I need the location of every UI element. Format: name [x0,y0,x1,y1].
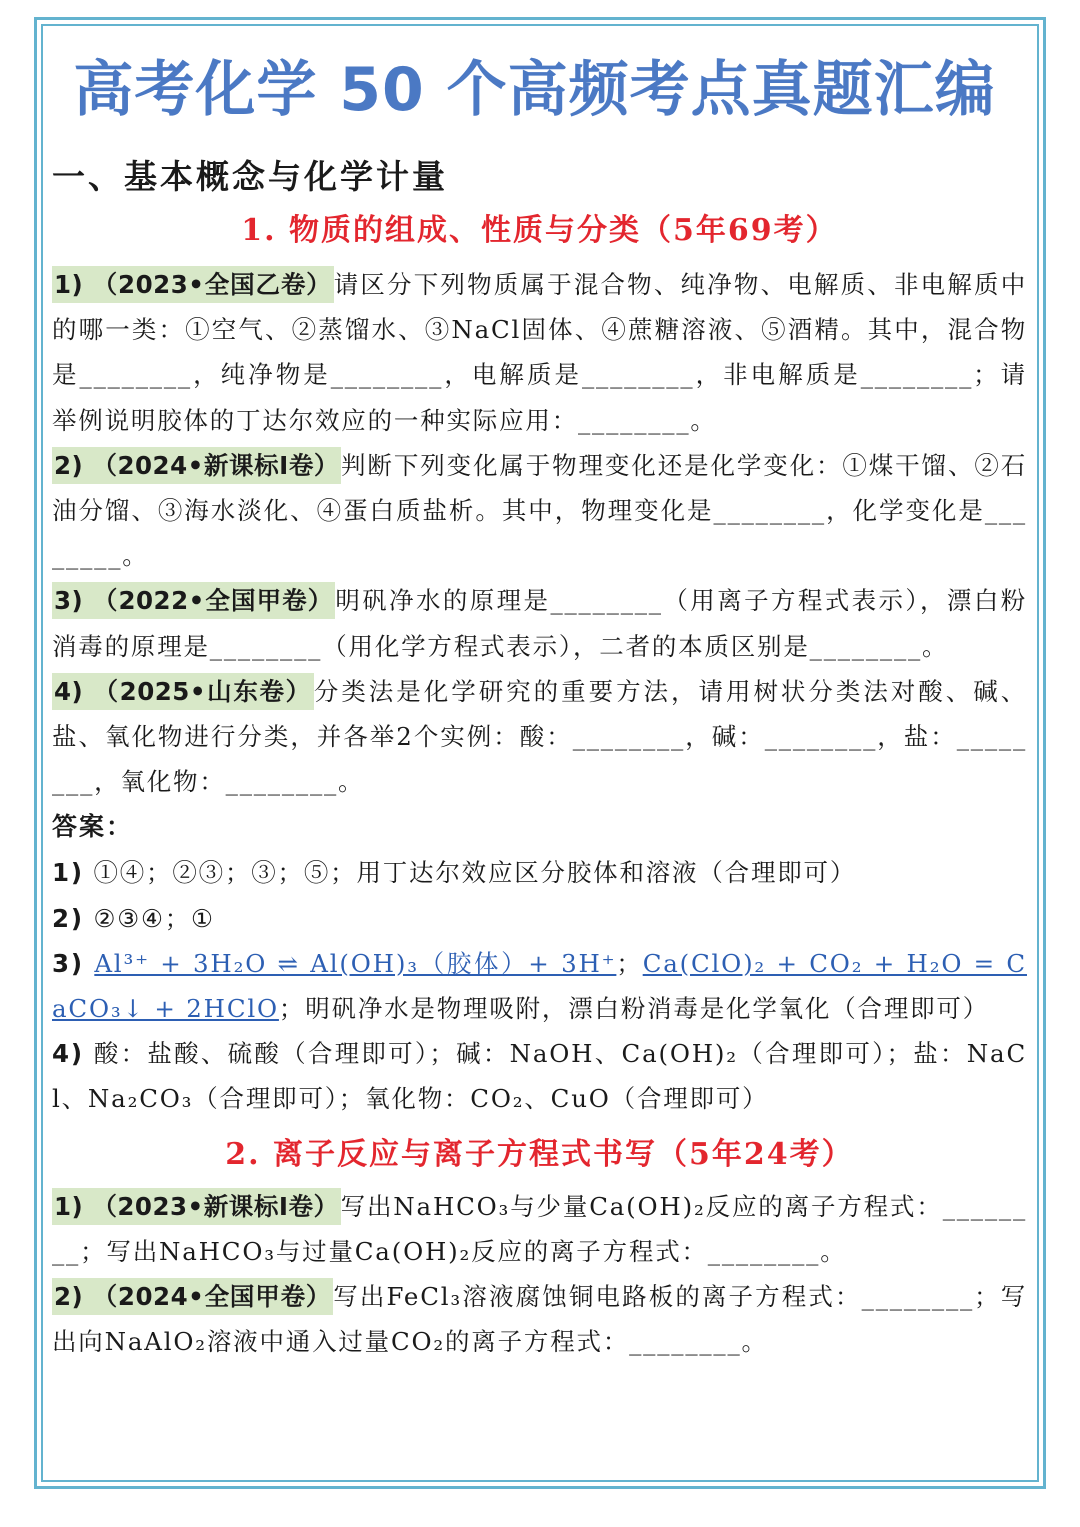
ionic-equation-alum: Al³⁺ + 3H₂O ⇌ Al(OH)₃（胶体）+ 3H⁺ [94,948,617,978]
question-text: 写出FeCl₃溶液腐蚀铜电路板的离子方程式：________；写出向NaAlO₂溶液中通入过量CO₂的离子方程式：________。 [52,1282,1027,1357]
question-text: 写出NaHCO₃与少量Ca(OH)₂反应的离子方程式：________；写出NaHCO₃与过量Ca(OH)₂反应的离子方程式：________。 [52,1191,1027,1266]
question-1-3 [52,578,1027,668]
question-source-tag: 3) （2022•全国甲卷） [52,582,335,619]
question-text: 明矾净水的原理是________（用离子方程式表示），漂白粉消毒的原理是________（用化学方程式表示），二者的本质区别是________。 [52,586,1028,661]
question-source-tag: 2) （2024•新课标Ⅰ卷） [52,447,341,484]
answer-text: ②③④；① [93,903,215,933]
answer-2: 2) ②③④；① [52,903,215,933]
answer-text: ①④；②③；③；⑤；用丁达尔效应区分胶体和溶液（合理即可） [93,858,857,888]
answers-label: 答案： [52,812,134,842]
question-source-tag: 1) （2023•全国乙卷） [52,266,334,303]
answer-text: ；明矾净水是物理吸附，漂白粉消毒是化学氧化（合理即可） [278,994,990,1024]
question-source-tag: 4) （2025•山东卷） [52,673,314,710]
question-1-4 [52,669,1027,805]
question-source-tag: 2) （2024•全国甲卷） [52,1278,333,1315]
question-text: 分类法是化学研究的重要方法，请用树状分类法对酸、碱、盐、氧化物进行分类，并各举2个实例：酸：________，碱：________，盐：________，氧化物：________。 [52,676,1028,797]
question-2-1 [52,1184,1027,1274]
page-title: 高考化学 50 个高频考点真题汇编 [73,55,996,125]
answer-4: 4) 酸：盐酸、硫酸（合理即可）；碱：NaOH、Ca(OH)₂（合理即可）；盐：NaCl、Na₂CO₃（合理即可）；氧化物：CO₂、CuO（合理即可） [52,1039,1027,1114]
question-1-2 [52,443,1027,579]
question-2-2 [52,1274,1027,1364]
section-heading: 一、基本概念与化学计量 [52,157,448,196]
question-1-1 [52,262,1027,443]
question-text: 判断下列变化属于物理变化还是化学变化：①煤干馏、②石油分馏、③海水淡化、④蛋白质盐析。其中，物理变化是________，化学变化是________。 [52,450,1028,571]
topic-heading-2: 2. 离子反应与离子方程式书写（5年24考） [225,1136,854,1172]
answer-text: 酸：盐酸、硫酸（合理即可）；碱：NaOH、Ca(OH)₂（合理即可）；盐：NaCl、Na₂CO₃（合理即可）；氧化物：CO₂、CuO（合理即可） [52,1039,1027,1114]
answer-1: 1) ①④；②③；③；⑤；用丁达尔效应区分胶体和溶液（合理即可） [52,858,857,888]
topic-heading-1: 1. 物质的组成、性质与分类（5年69考） [241,213,838,248]
chemical-equation-bleach: Ca(ClO)₂ + CO₂ + H₂O = CaCO₃↓ + 2HClO [52,948,1027,1024]
question-source-tag: 1) （2023•新课标Ⅰ卷） [52,1188,341,1225]
question-text: 请区分下列物质属于混合物、纯净物、电解质、非电解质中的哪一类：①空气、②蒸馏水、③NaCl固体、④蔗糖溶液、⑤酒精。其中，混合物是________，纯净物是________，电解质是________，非电解质是________；请举例说明胶体的丁达尔效应的一种实际应用：________。 [52,270,1028,435]
answer-3: 3) Al³⁺ + 3H₂O ⇌ Al(OH)₃（胶体）+ 3H⁺；Ca(ClO)₂ + CO₂ + H₂O = CaCO₃↓ + 2HClO；明矾净水是物理吸附，漂白粉消毒是化学氧化（合理即可） [52,948,1027,1024]
document-body [52,40,1027,1364]
